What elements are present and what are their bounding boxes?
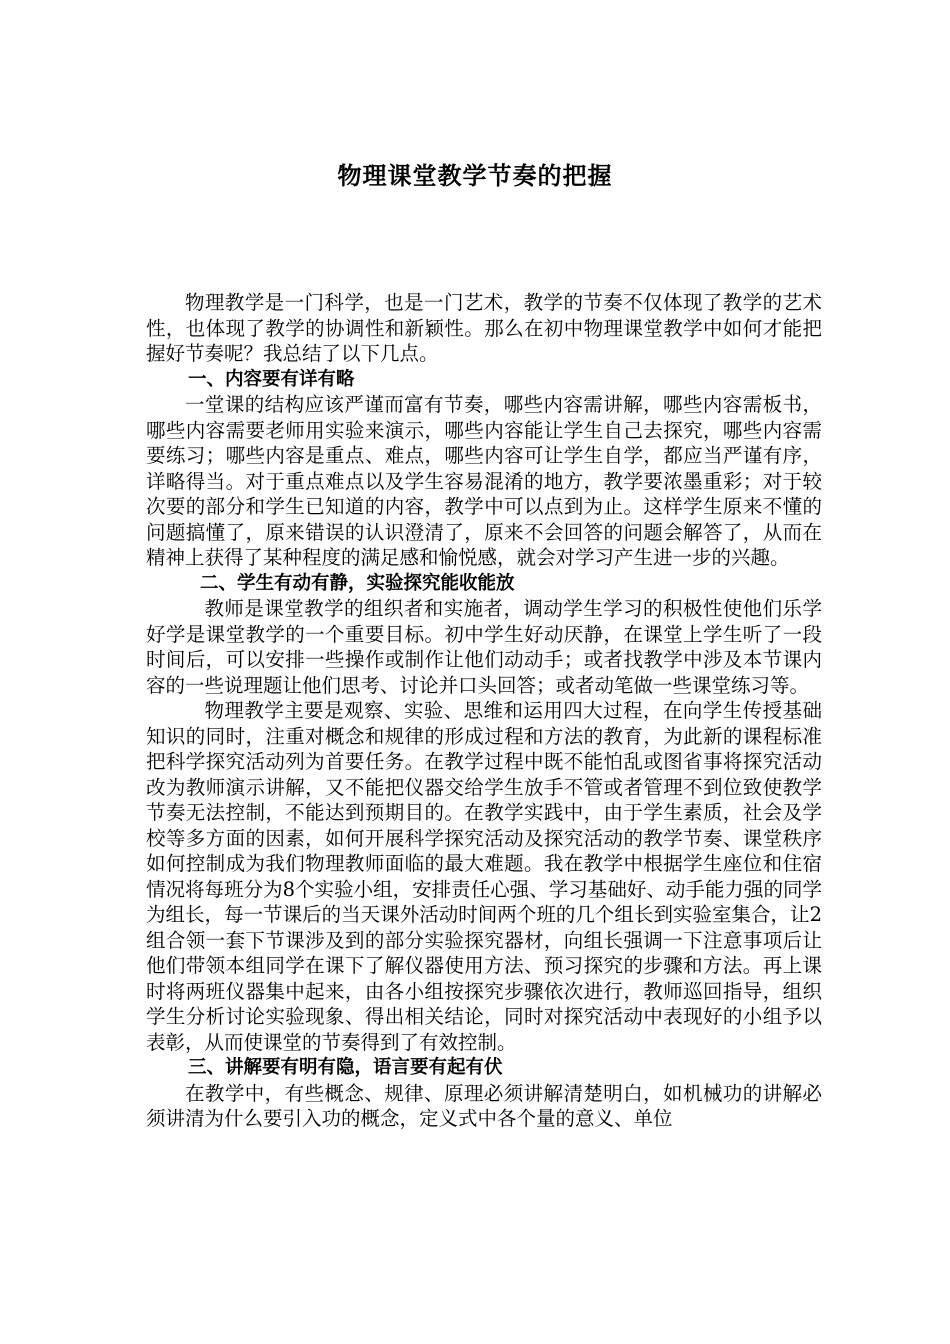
- section-3-heading: 三、讲解要有明有隐，语言要有起有伏: [188, 1057, 503, 1078]
- section-1-heading: 一、内容要有详有略: [188, 368, 355, 390]
- section-1-paragraph: 一堂课的结构应该严谨而富有节奏，哪些内容需讲解，哪些内容需板书，哪些内容需要老师用实验来演示，哪些内容能让学生自己去探究，哪些内容需要练习；哪些内容是重点、难点，哪些内容可让学生自学，都应当严谨有序，详略得当。对于重点难点以及学生容易混淆的地方，教学要浓墨重彩；对于较次要的部分和学生已知道的内容，教学中可以点到为止。这样学生原来不懂的问题搞懂了，原来错误的认识澄清了，原来不会回答的问题会解答了，从而在精神上获得了某种程度的满足感和愉悦感，就会对学习产生进一步的兴趣。: [146, 393, 822, 569]
- document-title: 物理课堂教学节奏的把握: [337, 162, 613, 190]
- document-body: [146, 290, 822, 1132]
- section-2-heading: 二、学生有动有静，实验探究能收能放: [200, 572, 515, 594]
- section-2-paragraph-2: 物理教学主要是观察、实验、思维和运用四大过程，在向学生传授基础知识的同时，注重对概念和规律的形成过程和方法的教育，为此新的课程标准把科学探究活动列为首要任务。在教学过程中既不能怕乱或图省事将探究活动改为教师演示讲解，又不能把仪器交给学生放手不管或者管理不到位致使教学节奏无法控制，不能达到预期目的。在教学实践中，由于学生素质，社会及学校等多方面的因素，如何开展科学探究活动及探究活动的教学节奏、课堂秩序如何控制成为我们物理教师面临的最大难题。我在教学中根据学生座位和住宿情况将每班分为8个实验小组，安排责任心强、学习基础好、动手能力强的同学为组长，每一节课后的当天课外活动时间两个班的几个组长到实验室集合，让2组合领一套下节课涉及到的部分实验探究器材，向组长强调一下注意事项后让他们带领本组同学在课下了解仪器使用方法、预习探究的步骤和方法。再上课时将两班仪器集中起来，由各小组按探究步骤依次进行，教师巡回指导，组织学生分析讨论实验现象、得出相关结论，同时对探究活动中表现好的小组予以表彰，从而使课堂的节奏得到了有效控制。: [146, 699, 822, 1054]
- intro-paragraph: 物理教学是一门科学，也是一门艺术，教学的节奏不仅体现了教学的艺术性，也体现了教学的协调性和新颖性。那么在初中物理课堂教学中如何才能把握好节奏呢？我总结了以下几点。: [146, 291, 822, 365]
- section-2-paragraph-1: 教师是课堂教学的组织者和实施者，调动学生学习的积极性使他们乐学好学是课堂教学的一个重要目标。初中学生好动厌静，在课堂上学生听了一段时间后，可以安排一些操作或制作让他们动动手；或者找教学中涉及本节课内容的一些说理题让他们思考、讨论并口头回答；或者动笔做一些课堂练习等。: [146, 597, 822, 697]
- section-3-paragraph: 在教学中，有些概念、规律、原理必须讲解清楚明白，如机械功的讲解必须讲清为什么要引入功的概念，定义式中各个量的意义、单位: [146, 1081, 822, 1130]
